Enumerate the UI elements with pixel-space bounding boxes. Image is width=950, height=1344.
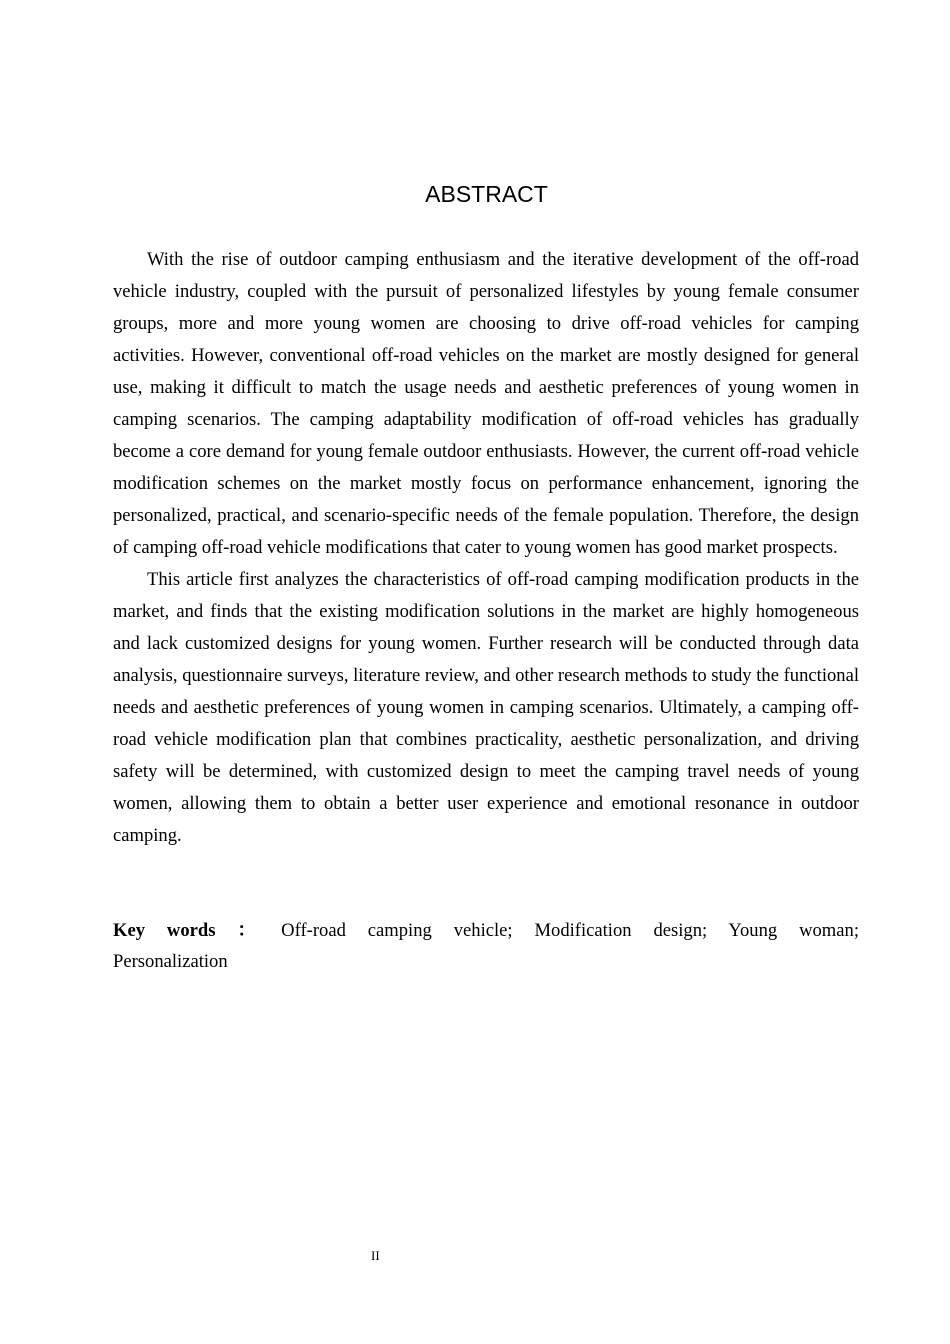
abstract-paragraph-2: This article first analyzes the characteristics of off-road camping modification products in the market, and finds that the existing modification solutions in the market are highly homogeneous and lack customized designs for young women. Further research will be conducted through data analysis, questionnaire surveys, literature review, and other research methods to study the functional needs and aesthetic preferences of young women in camping scenarios. Ultimately, a camping off-road vehicle modification plan that combines practicality, aesthetic personalization, and driving safety will be determined, with customized design to meet the camping travel needs of young women, allowing them to obtain a better user experience and emotional resonance in outdoor camping. bbox=[113, 569, 859, 846]
abstract-body bbox=[113, 244, 859, 852]
keywords-list: Off-road camping vehicle; Modification design; Young woman; Personalization bbox=[113, 920, 859, 972]
abstract-title: ABSTRACT bbox=[425, 181, 548, 207]
page-number: II bbox=[371, 1248, 380, 1263]
keywords-section bbox=[113, 915, 859, 977]
abstract-paragraph-1: With the rise of outdoor camping enthusiasm and the iterative development of the off-road vehicle industry, coupled with the pursuit of personalized lifestyles by young female consumer groups, more and more young women are choosing to drive off-road vehicles for camping activities. However, conventional off-road vehicles on the market are mostly designed for general use, making it difficult to match the usage needs and aesthetic preferences of young women in camping scenarios. The camping adaptability modification of off-road vehicles has gradually become a core demand for young female outdoor enthusiasts. However, the current off-road vehicle modification schemes on the market mostly focus on performance enhancement, ignoring the personalized, practical, and scenario-specific needs of the female population. Therefore, the design of camping off-road vehicle modifications that cater to young women has good market prospects. bbox=[113, 249, 859, 558]
keywords-label: Key words ： bbox=[113, 920, 260, 941]
